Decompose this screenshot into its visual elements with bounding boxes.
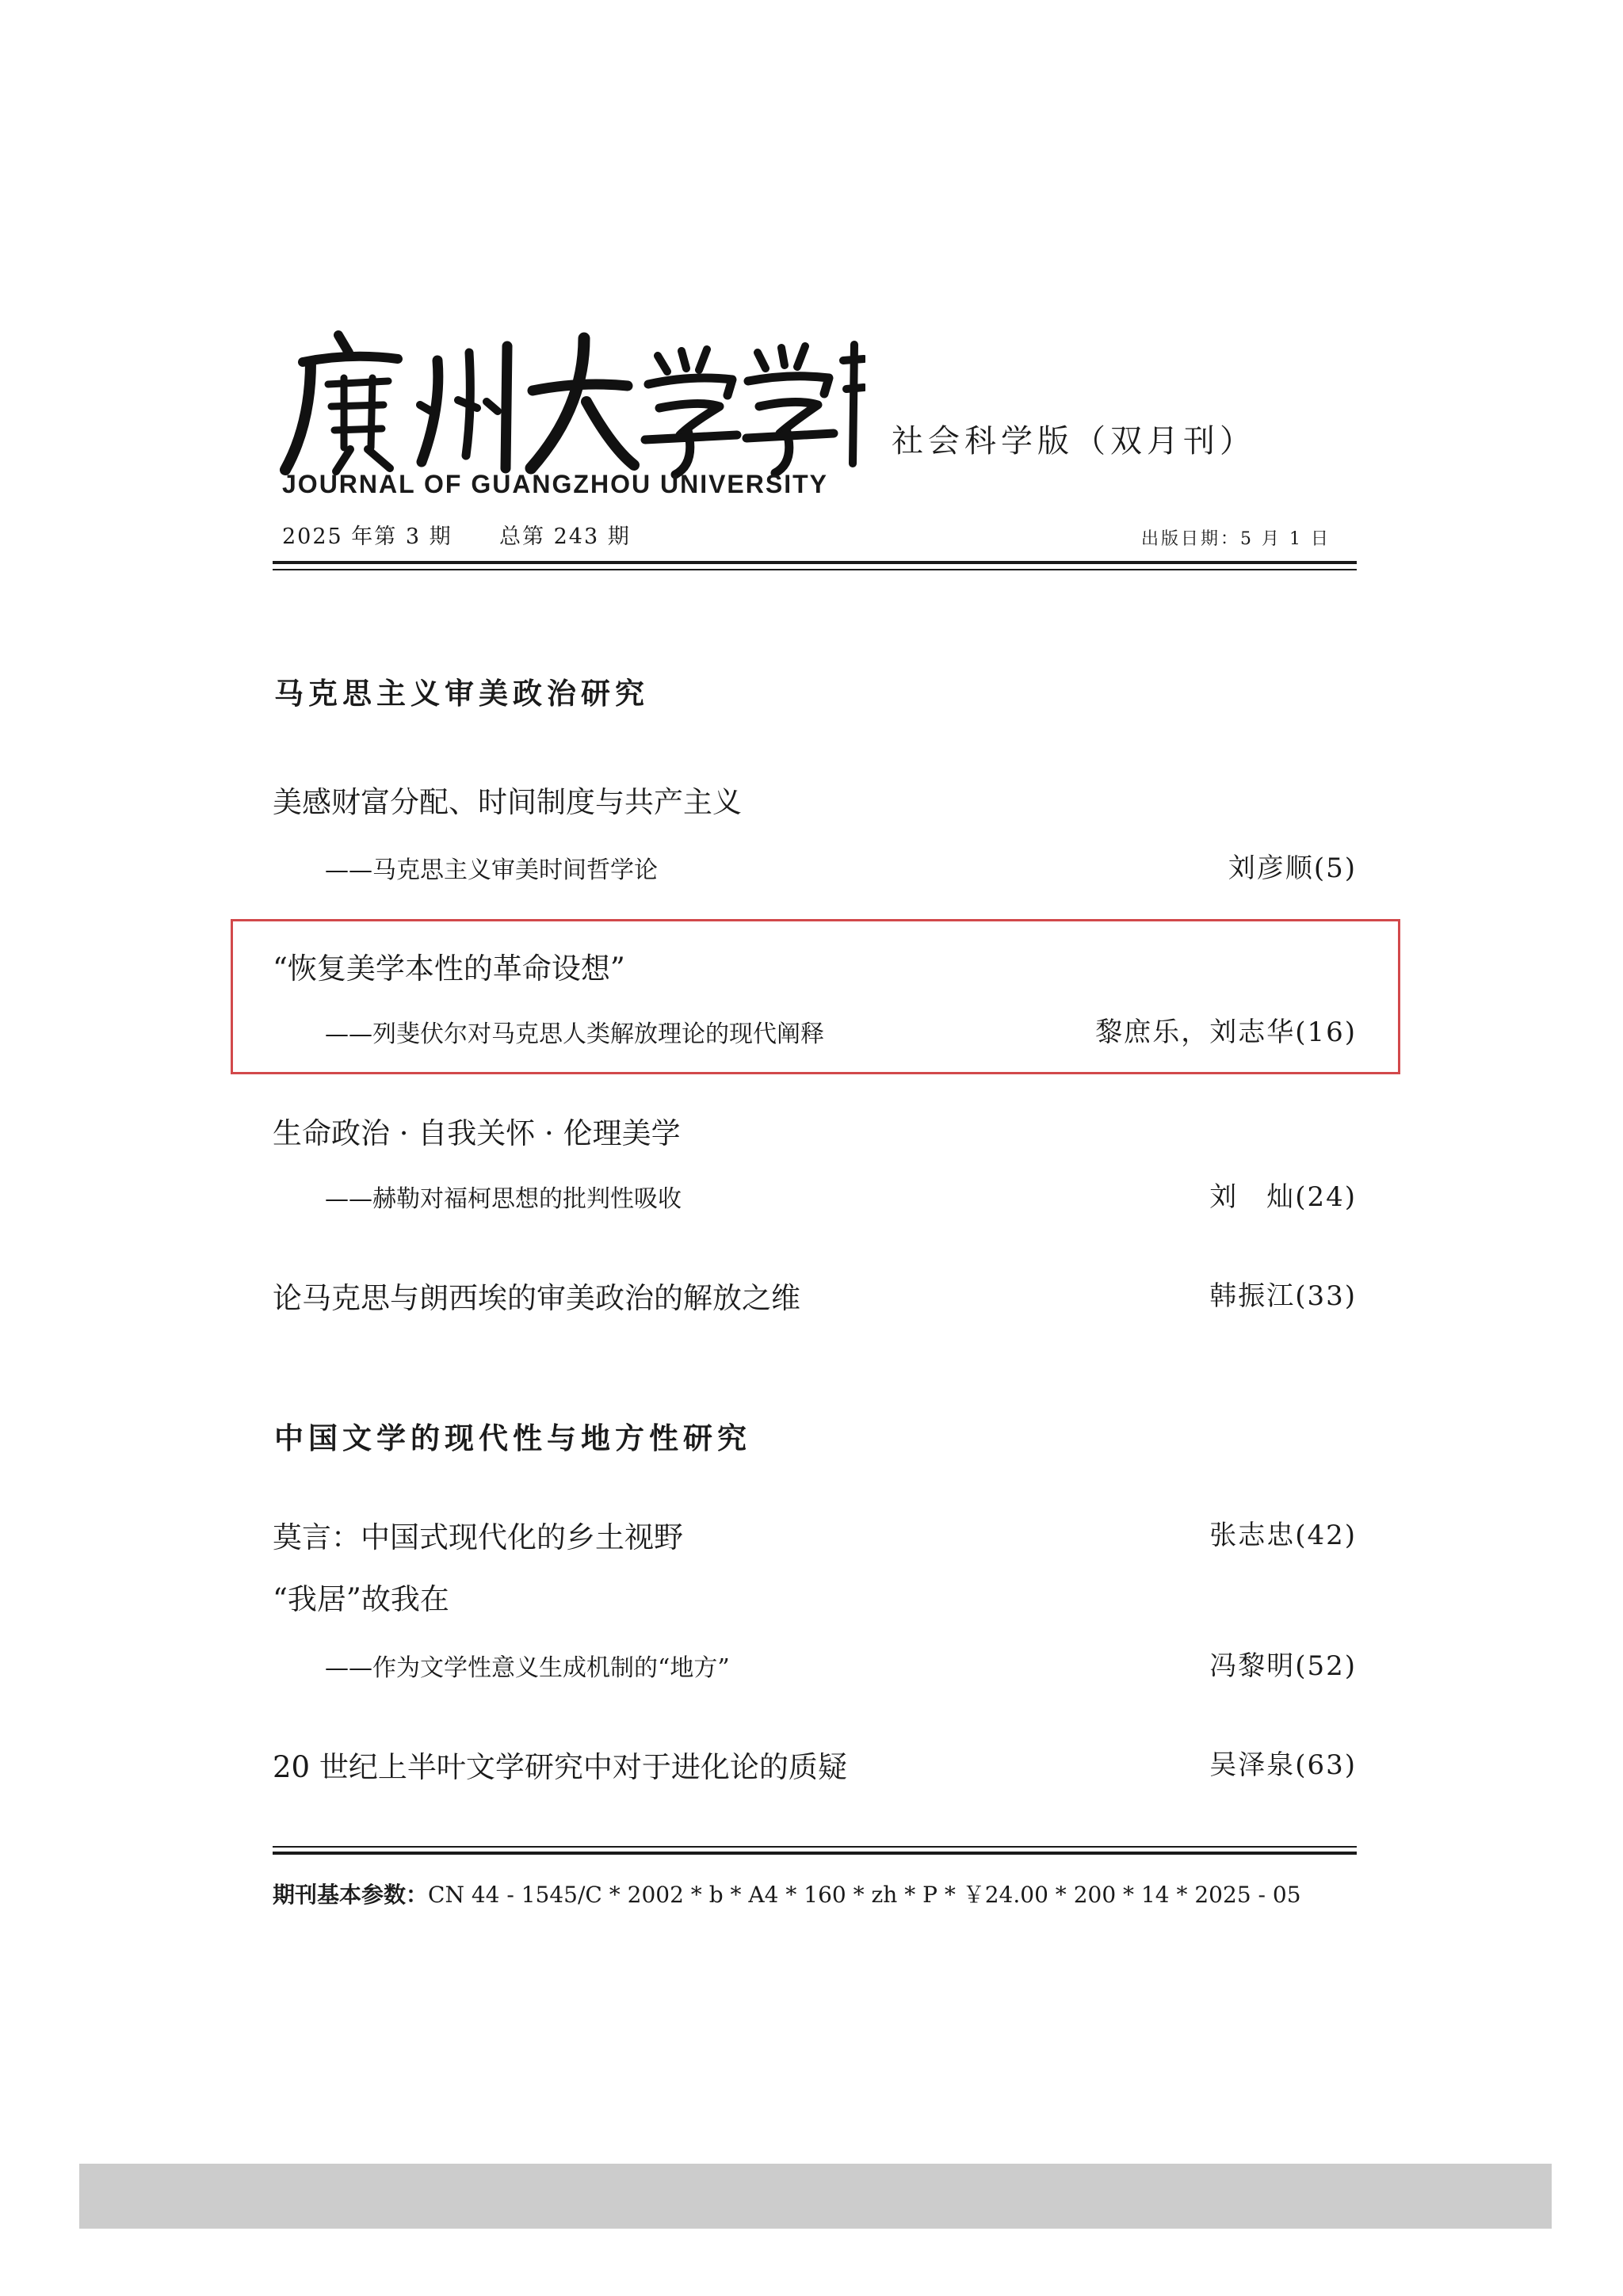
journal-parameters	[273, 1878, 1301, 1909]
article-author-page: 黎庶乐，刘志华(16)	[1095, 1016, 1357, 1048]
params-value: CN 44 - 1545/C * 2002 * b * A4 * 160 * zh * P * ￥24.00 * 200 * 14 * 2025 - 05	[428, 1882, 1301, 1908]
journal-calligraphy-logo	[279, 329, 865, 487]
article-author-page: 刘 灿(24)	[1209, 1181, 1357, 1213]
params-label: 期刊基本参数：	[273, 1882, 429, 1908]
section-title: 中国文学的现代性与地方性研究	[274, 1421, 751, 1455]
header-rule-thick	[273, 561, 1357, 564]
calligraphy-logo-graphic	[279, 329, 865, 487]
article-subtitle: ——作为文学性意义生成机制的“地方”	[325, 1654, 730, 1682]
article-title: “恢复美学本性的革命设想”	[273, 952, 625, 986]
journal-english-title: JOURNAL OF GUANGZHOU UNIVERSITY	[282, 470, 828, 498]
footer-rule-thin	[273, 1846, 1357, 1848]
article-title: 美感财富分配、时间制度与共产主义	[273, 785, 742, 819]
article-subtitle: ——马克思主义审美时间哲学论	[325, 856, 658, 884]
article-title: 论马克思与朗西埃的审美政治的解放之维	[273, 1281, 800, 1315]
article-author-page: 刘彦顺(5)	[1228, 852, 1357, 884]
article-author-page: 张志忠(42)	[1209, 1520, 1357, 1551]
publication-date: 出版日期：5 月 1 日	[1141, 529, 1331, 549]
article-title: 生命政治 · 自我关怀 · 伦理美学	[273, 1116, 681, 1150]
footer-rule-thick	[273, 1852, 1357, 1855]
section-title: 马克思主义审美政治研究	[274, 677, 649, 711]
bottom-gray-bar	[79, 2164, 1552, 2229]
highlight-box	[231, 919, 1400, 1074]
article-author-page: 韩振江(33)	[1209, 1280, 1357, 1312]
issue-number: 2025 年第 3 期	[282, 524, 453, 549]
article-title: 莫言：中国式现代化的乡土视野	[273, 1520, 683, 1554]
article-author-page: 冯黎明(52)	[1209, 1650, 1357, 1682]
article-title: “我居”故我在	[273, 1582, 449, 1616]
header-rule-thin	[273, 569, 1357, 570]
article-subtitle: ——列斐伏尔对马克思人类解放理论的现代阐释	[325, 1020, 824, 1048]
issue-total: 总第 243 期	[499, 524, 631, 549]
article-author-page: 吴泽泉(63)	[1209, 1749, 1357, 1781]
edition-label: 社会科学版（双月刊）	[892, 423, 1256, 460]
article-title: 20 世纪上半叶文学研究中对于进化论的质疑	[273, 1750, 847, 1784]
article-subtitle: ——赫勒对福柯思想的批判性吸收	[325, 1185, 682, 1213]
